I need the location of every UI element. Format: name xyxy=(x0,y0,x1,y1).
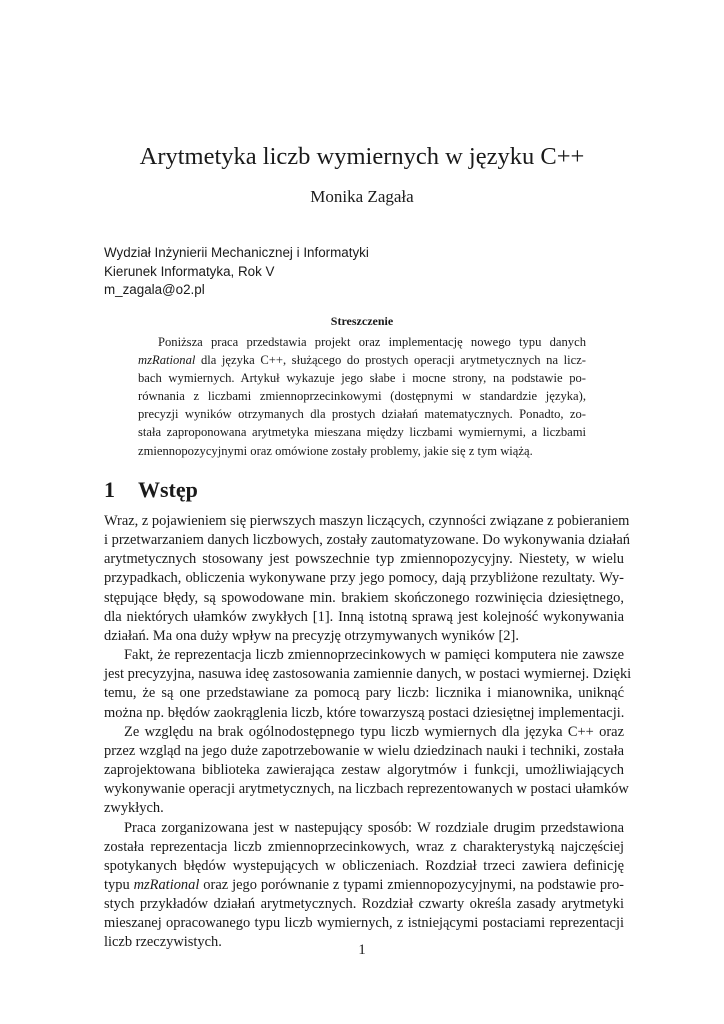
paper-title: Arytmetyka liczb wymiernych w języku C++ xyxy=(139,143,585,170)
paragraph-line: dla niektórych ułamków zwykłych [1]. Inną istotną sprawą jest kolejność wykonywania xyxy=(104,608,624,625)
paragraph-line: arytmetycznych stosowany jest powszechnie typ zmiennopozycyjny. Niestety, w wielu xyxy=(104,551,624,568)
paragraph-line: spotykanych błędów wystepujących w obliczeniach. Rozdział trzeci zawiera definicję xyxy=(104,857,624,874)
paragraph-line: przez wzgląd na jego duże zapotrzebowanie w wielu dziedzinach nauki i techniki, została xyxy=(104,742,624,759)
page-number: 1 xyxy=(358,942,366,958)
abstract-line: stała zaproponowana arytmetyka mieszana między liczbami wymiernymi, a liczbami xyxy=(138,425,586,440)
paragraph-line: temu, że są one przedstawiane za pomocą pary liczb: licznika i mianownika, uniknąć xyxy=(104,685,624,702)
type-name: mzRational xyxy=(138,353,196,368)
paragraph-line: została reprezentacja liczb zmiennoprzecinkowych, wraz z charakterystyką najczęściej xyxy=(104,838,624,855)
abstract-line: mzRational dla języka C++, służącego do prostych operacji arytmetycznych na licz- xyxy=(138,353,586,368)
abstract-heading: Streszczenie xyxy=(330,314,394,328)
paragraph-line: Wraz, z pojawieniem się pierwszych maszyn liczących, czynności związane z pobieraniem xyxy=(104,513,630,529)
affiliation-email: m_zagala@o2.pl xyxy=(104,282,205,297)
abstract-line: bach wymiernych. Artykuł wykazuje jego słabe i mocne strony, na podstawie po- xyxy=(138,371,586,386)
abstract-line: precyzji wyników otrzymanych dla prostych działań matematycznych. Ponadto, zo- xyxy=(138,407,586,422)
paragraph-line: jest precyzyjna, nasuwa ideę zastosowania zamiennie danych, w postaci wymiernej. Dzięki xyxy=(104,666,632,683)
section-body xyxy=(104,512,632,953)
section-heading xyxy=(104,476,198,504)
paragraph-line: Ze względu na brak ogólnodostępnego typu liczb wymiernych dla języka C++ oraz xyxy=(124,723,624,740)
affiliation-faculty: Wydział Inżynierii Mechanicznej i Informatyki xyxy=(104,245,369,260)
section-number: 1 xyxy=(104,477,115,502)
paragraph-line: liczb rzeczywistych. xyxy=(104,934,222,951)
paragraph-line: zwykłych. xyxy=(104,800,164,817)
paragraph-line: można np. błędów zaokrąglenia liczb, które towarzyszą postaci dziesiętnej implementacji. xyxy=(104,704,625,721)
paragraph-line: mieszanej opracowanego typu liczb wymiernych, z istniejącymi postaciami reprezentacji xyxy=(104,915,624,932)
paragraph-line: Praca zorganizowana jest w nastepujący sposób: W rozdziale drugim przedstawiona xyxy=(124,819,624,836)
paragraph-line: działań. Ma ona duży wpływ na precyzję otrzymywanych wyników [2]. xyxy=(104,627,519,644)
abstract-line: równania z liczbami zmiennoprzecinkowymi (dostępnymi w standardzie języka), xyxy=(138,389,586,404)
abstract-line: Poniższa praca przedstawia projekt oraz implementację nowego typu danych xyxy=(158,335,586,349)
paragraph-line: stych przykładów działań arytmetycznych. Rozdział czwarty określa zasady arytmetyki xyxy=(104,896,624,913)
paragraph-line: zaprojektowana biblioteka zawierająca zestaw algorytmów i funkcji, umożliwiających xyxy=(104,762,624,779)
paragraph-line: i przetwarzaniem danych liczbowych, zostały zautomatyzowane. Do wykonywania działań xyxy=(104,532,630,549)
paragraph-line: typu mzRational oraz jego porównanie z typami zmiennopozycyjnymi, na podstawie pro- xyxy=(104,876,624,893)
paragraph-line: Fakt, że reprezentacja liczb zmiennoprzecinkowych w pamięci komputera nie zawsze xyxy=(124,647,624,664)
section-title: Wstęp xyxy=(138,477,198,502)
paragraph-line: przypadkach, obliczenia wykonywane przy jego pomocy, dają przybliżone rezultaty. Wy- xyxy=(104,570,624,587)
affiliation-program: Kierunek Informatyka, Rok V xyxy=(104,263,275,279)
paragraph-line: wykonywanie operacji arytmetycznych, na liczbach reprezentowanych w postaci ułamków xyxy=(104,781,629,798)
paper-author: Monika Zagała xyxy=(310,187,414,206)
affiliation-block xyxy=(104,244,624,300)
paragraph-line: stępujące błędy, są spowodowane min. brakiem skończonego rozwinięcia dziesiętnego, xyxy=(104,589,624,606)
abstract-body xyxy=(138,333,586,460)
abstract-line: zmiennopozycyjnymi oraz omówione zostały problemy, jakie się z tym wiążą. xyxy=(138,443,533,458)
type-name: mzRational xyxy=(133,876,200,893)
